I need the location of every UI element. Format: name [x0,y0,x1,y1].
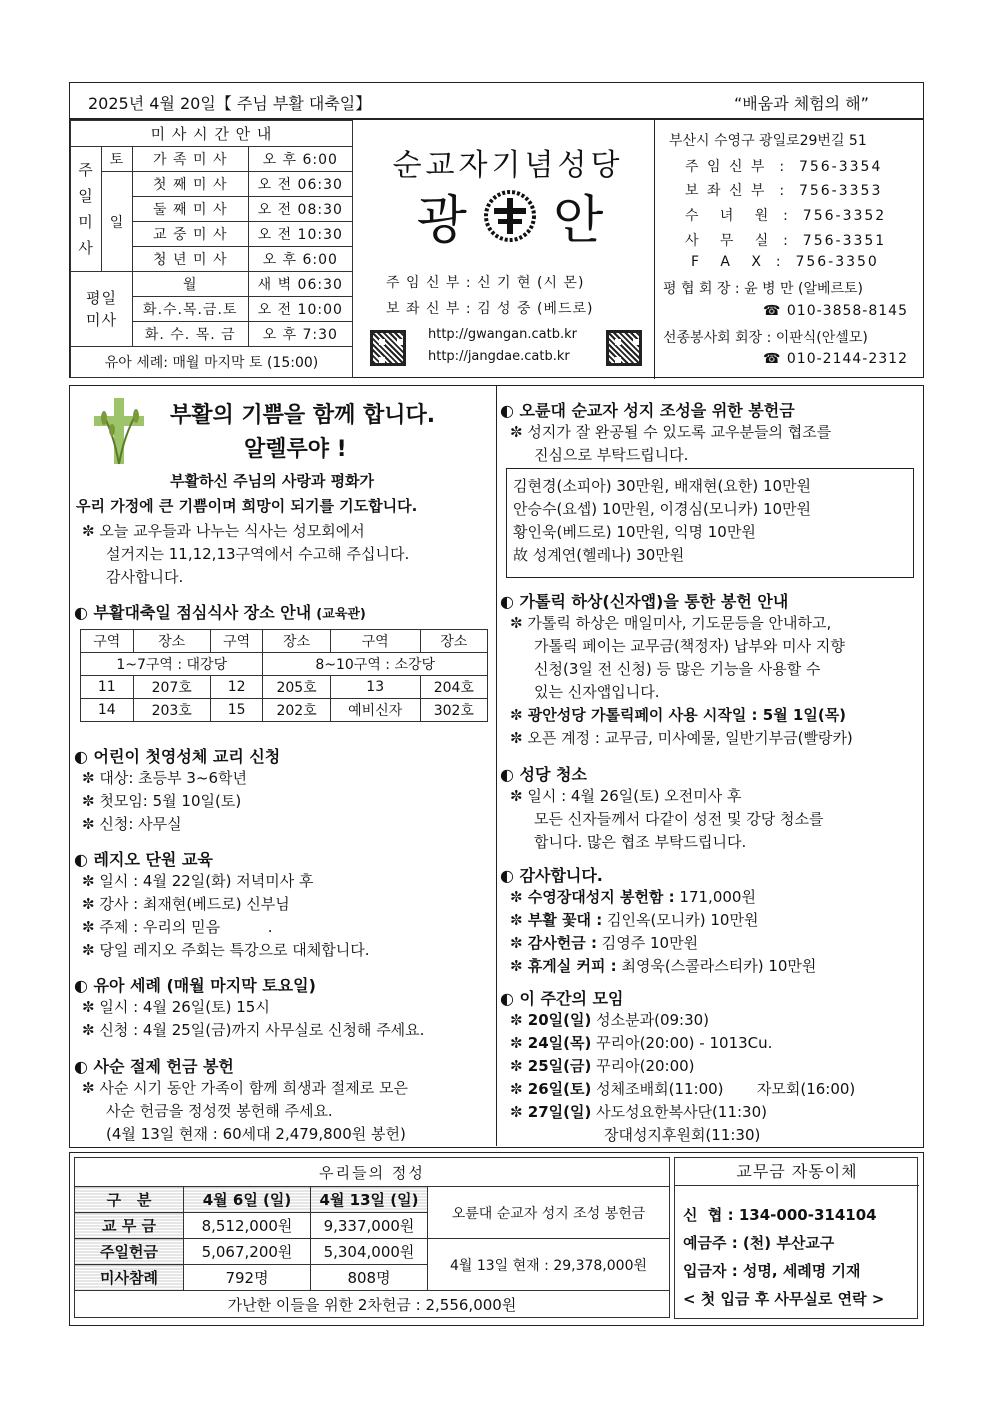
app-line-3: 신청(3일 전 신청) 등 많은 기능을 사용할 수 [534,660,821,678]
mass-time: 오 전 10:00 [248,297,352,322]
table-header: 4월 13일 (일) [311,1187,428,1213]
table-header: 구역 [330,630,420,653]
meeting-item: ✼ 27일(일) 사도성요한복사단(11:30) [510,1103,767,1121]
assistant-line: 보 좌 신 부 : 김 성 중 (베드로) [386,301,594,317]
child-line-2: ✼ 첫모임: 5월 10일(토) [82,792,242,810]
weekly-meetings-title: ◐ 이 주간의 모임 [500,989,624,1008]
legio-line-4: ✼ 당일 레지오 주회는 특강으로 대체합니다. [82,941,370,959]
table-cell: 792명 [184,1265,311,1291]
legio-line-1: ✼ 일시 : 4월 22일(화) 저녁미사 후 [82,872,314,890]
lent-line-1: ✼ 사순 시기 동안 가족이 함께 희생과 절제로 모은 [82,1079,409,1097]
table-cell: 808명 [311,1265,428,1291]
donor-box [506,468,914,578]
service-phone: ☎ 010-2144-2312 [763,351,908,367]
table-cell: 205호 [263,676,330,699]
meeting-item-extra: 장대성지후원회(11:30) [604,1126,761,1144]
mass-name: 화. 수. 목. 금 [133,322,249,347]
table-cell: 예비신자 [330,699,420,722]
donor-line: 김현경(소피아) 30만원, 배재현(요한) 10만원 [513,477,812,495]
legio-title: ◐ 레지오 단원 교육 [74,850,213,869]
table-cell: 203호 [133,699,210,722]
oryundae-header: 오륜대 순교자 성지 조성 봉헌금 [428,1187,670,1239]
row-label: 주일헌금 [75,1239,184,1265]
autopay-holder: 예금주 : (천) 부산교구 [683,1234,835,1252]
donor-line: 故 성계연(헬레나) 30만원 [513,546,685,564]
table-cell: 8~10구역 : 소강당 [263,653,488,676]
parish-name-first: 광 [416,191,467,251]
contact-panel [654,120,925,379]
thanks-item: ✼ 수영장대성지 봉헌함 : 171,000원 [510,888,756,906]
mass-time: 오 후 6:00 [248,247,352,272]
clean-line-3: 합니다. 많은 협조 부탁드립니다. [534,833,747,851]
clean-line-2: 모든 신자들께서 다같이 성전 및 강당 청소를 [534,810,824,828]
table-cell: 13 [330,676,420,699]
child-line-3: ✼ 신청: 사무실 [82,815,182,833]
mass-time: 오 전 10:30 [248,222,352,247]
pastor-line: 주 임 신 부 : 신 기 현 (시 몬) [386,275,585,291]
lunch-location-table [80,629,488,722]
child-communion-title: ◐ 어린이 첫영성체 교리 신청 [74,747,281,766]
mass-name: 가 족 미 사 [133,147,249,172]
autopay-panel [674,1157,918,1319]
table-cell: 14 [81,699,134,722]
thanks-item: ✼ 휴게실 커피 : 최영욱(스콜라스티카) 10만원 [510,957,817,975]
thanks-item: ✼ 감사헌금 : 김영주 10만원 [510,934,699,952]
legio-line-3: ✼ 주제 : 우리의 믿음 . [82,918,273,936]
catholic-pay-start: ✼ 광안성당 가톨릭페이 사용 시작일 : 5월 1일(목) [510,706,847,724]
table-header: 구역 [210,630,263,653]
parish-emblem-icon [480,186,540,246]
autopay-depositor: 입금자 : 성명, 세례명 기재 [683,1262,861,1280]
meeting-item: ✼ 24일(목) 꾸리아(20:00) - 1013Cu. [510,1034,773,1052]
phone-convent: 수 녀 원 : 756-3352 [685,208,887,224]
easter-wheat-icon [84,396,154,466]
offering-title: 우리들의 정성 [75,1158,670,1187]
table-cell: 9,337,000원 [311,1213,428,1239]
header-bar [69,82,924,119]
autopay-contact-note: < 첫 입금 후 사무실로 연락 > [683,1290,885,1308]
fax: F A X : 756-3350 [691,254,879,270]
infant-baptism-note: 유아 세례: 매월 마지막 토 (15:00) [71,347,353,378]
parish-subtitle: 순교자기념성당 [392,148,624,183]
offering-table [74,1157,670,1318]
table-cell: 15 [210,699,263,722]
table-cell: 1~7구역 : 대강당 [81,653,263,676]
meeting-item: ✼ 25일(금) 꾸리아(20:00) [510,1057,695,1075]
mass-name: 월 [133,272,249,297]
website-link-gwangan[interactable]: http://gwangan.catb.kr [428,327,577,342]
meal-note-1: ✼ 오늘 교우들과 나누는 식사는 성모회에서 [82,522,365,540]
offering-box [69,1152,924,1326]
weekday-mass-label: 평일미사 [71,272,133,347]
meeting-item: ✼ 20일(일) 성소분과(09:30) [510,1011,710,1029]
easter-blessing-2: 우리 가정에 큰 기쁨이며 희망이 되기를 기도합니다. [76,497,418,515]
oryundae-line-2: 진심으로 부탁드립니다. [534,446,689,464]
alleluia: 알렐루야 ! [244,437,347,462]
autopay-title: 교무금 자동이체 [675,1158,919,1186]
main-content-box [69,385,924,1148]
app-line-1: ✼ 가톨릭 하상은 매일미사, 기도문등을 안내하고, [510,614,832,632]
infant-line-2: ✼ 신청 : 4월 25일(금)까지 사무실로 신청해 주세요. [82,1021,425,1039]
service-president: 선종봉사회 회장 : 이판식(안셀모) [663,330,868,346]
sunday-mass-label: 주일미사 [71,147,102,272]
mass-schedule-title: 미 사 시 간 안 내 [71,121,353,147]
lunch-title: ◐ 부활대축일 점심식사 장소 안내 [74,603,312,622]
lent-offering-title: ◐ 사순 절제 헌금 봉헌 [74,1057,234,1076]
mass-name: 첫 째 미 사 [133,172,249,197]
second-collection: 가난한 이들을 위한 2차헌금 : 2,556,000원 [75,1291,670,1318]
row-label: 교 무 금 [75,1213,184,1239]
lunch-section-title [74,600,366,623]
mass-name: 교 중 미 사 [133,222,249,247]
date-line: 2025년 4월 20일【 주님 부활 대축일】 [88,94,372,113]
phone-office: 사 무 실 : 756-3351 [685,233,887,249]
phone-pastor: 주 임 신 부 : 756-3354 [685,159,883,175]
donor-line: 황인욱(베드로) 10만원, 익명 10만원 [513,523,756,541]
left-column [70,386,496,1146]
clean-line-1: ✼ 일시 : 4월 26일(토) 오전미사 후 [510,787,742,805]
sunday-label: 일 [102,172,133,272]
easter-blessing-1: 부활하신 주님의 사랑과 평화가 [170,472,375,490]
donor-line: 안승수(요셉) 10만원, 이경심(모니카) 10만원 [513,500,812,518]
thanks-item: ✼ 부활 꽃대 : 김인옥(모니카) 10만원 [510,911,759,929]
catholic-app-title: ◐ 가톨릭 하상(신자앱)을 통한 봉헌 안내 [500,592,789,611]
table-cell: 8,512,000원 [184,1213,311,1239]
open-accounts: ✼ 오픈 계정 : 교무금, 미사예물, 일반기부금(빨랑카) [510,729,853,747]
infant-baptism-title: ◐ 유아 세례 (매월 마지막 토요일) [74,976,316,995]
oryundae-line-1: ✼ 성지가 잘 완공될 수 있도록 교우분들의 협조를 [510,423,832,441]
table-header: 구역 [81,630,134,653]
app-line-4: 있는 신자앱입니다. [534,683,660,701]
table-cell: 302호 [420,699,487,722]
child-line-1: ✼ 대상: 초등부 3~6학년 [82,769,248,787]
mass-time: 새 벽 06:30 [248,272,352,297]
oryundae-total: 4월 13일 현재 : 29,378,000원 [428,1239,670,1291]
council-phone: ☎ 010-3858-8145 [763,303,908,319]
row-label: 미사참례 [75,1265,184,1291]
lent-line-2: 사순 헌금을 정성껏 봉헌해 주세요. [106,1102,333,1120]
app-line-2: 가톨릭 페이는 교무금(책정자) 납부와 미사 지향 [534,637,845,655]
column-divider [496,386,497,1146]
parish-name [400,178,620,251]
mass-time: 오 후 6:00 [248,147,352,172]
table-header: 4월 6일 (일) [184,1187,311,1213]
phone-assistant: 보 좌 신 부 : 756-3353 [685,183,883,199]
cleaning-title: ◐ 성당 청소 [500,765,587,784]
lent-line-3: (4월 13일 현재 : 60세대 2,479,800원 봉헌) [106,1125,406,1143]
mass-schedule-table [70,120,353,378]
mass-time: 오 전 08:30 [248,197,352,222]
mass-name: 둘 째 미 사 [133,197,249,222]
info-box [69,119,924,378]
autopay-account: 신 협 : 134-000-314104 [683,1206,877,1224]
mass-name: 청 년 미 사 [133,247,249,272]
council-president: 평 협 회 장 : 윤 병 만 (알베르토) [663,281,864,297]
address: 부산시 수영구 광일로29번길 51 [669,133,867,149]
table-cell: 11 [81,676,134,699]
meal-note-3: 감사합니다. [106,568,184,586]
qr-code-gwangan-icon[interactable] [370,330,406,366]
qr-code-jangdae-icon[interactable] [606,330,642,366]
right-column [498,386,925,1146]
easter-title: 부활의 기쁨을 함께 합니다. [170,403,436,428]
table-header: 장소 [420,630,487,653]
meal-note-2: 설거지는 11,12,13구역에서 수고해 주십니다. [106,545,410,563]
table-cell: 5,304,000원 [311,1239,428,1265]
mass-time: 오 후 7:30 [248,322,352,347]
table-cell: 12 [210,676,263,699]
meeting-item: ✼ 26일(토) 성체조배회(11:00) 자모회(16:00) [510,1080,856,1098]
parish-name-second: 안 [553,191,604,251]
slogan: “배움과 체험의 해” [734,94,869,113]
saturday-label: 토 [102,147,133,172]
thanks-title: ◐ 감사합니다. [500,866,603,885]
table-cell: 207호 [133,676,210,699]
table-header: 구 분 [75,1187,184,1213]
table-cell: 202호 [263,699,330,722]
oryundae-title: ◐ 오륜대 순교자 성지 조성을 위한 봉헌금 [500,401,795,420]
table-header: 장소 [133,630,210,653]
legio-line-2: ✼ 강사 : 최재현(베드로) 신부님 [82,895,290,913]
lunch-title-note: (교육관) [316,607,366,622]
mass-time: 오 전 06:30 [248,172,352,197]
table-cell: 5,067,200원 [184,1239,311,1265]
infant-line-1: ✼ 일시 : 4월 26일(토) 15시 [82,998,270,1016]
mass-name: 화.수.목.금.토 [133,297,249,322]
table-cell: 204호 [420,676,487,699]
table-header: 장소 [263,630,330,653]
website-link-jangdae[interactable]: http://jangdae.catb.kr [428,349,570,364]
